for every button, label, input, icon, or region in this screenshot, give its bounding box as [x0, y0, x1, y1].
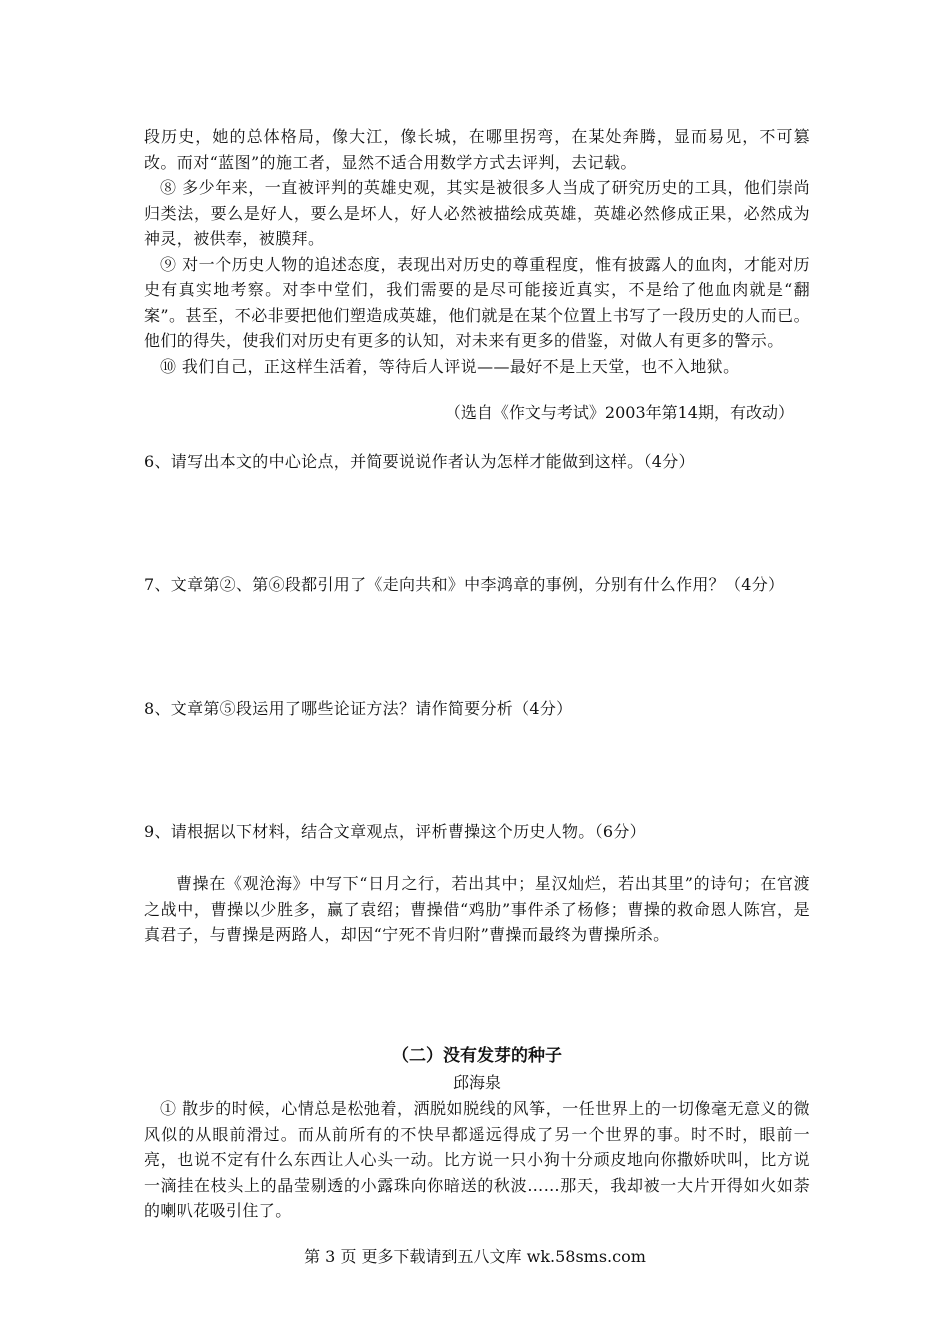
question-8: 8、文章第⑤段运用了哪些论证方法？请作简要分析（4分）: [144, 699, 573, 718]
question-9: 9、请根据以下材料，结合文章观点，评析曹操这个历史人物。（6分）: [144, 822, 646, 841]
paragraph-9: ⑨ 对一个历史人物的追述态度，表现出对历史的尊重程度，惟有披露人的血肉，才能对历史有真实地考察。对李中堂们，我们需要的是尽可能接近真实，不是给了他血肉就是“翻案”。甚至，不必非要把他们塑造成英雄，他们就是在某个位置上书写了一段历史的人而已。他们的得失，使我们对历史有更多的认知，对未来有更多的借鉴，对做人有更多的警示。: [144, 254, 810, 350]
question-7: 7、文章第②、第⑥段都引用了《走向共和》中李鸿章的事例，分别有什么作用？（4分）: [144, 575, 785, 594]
material-text: 曹操在《观沧海》中写下“日月之行，若出其中；星汉灿烂，若出其里”的诗句；在官渡之战中，曹操以少胜多，赢了袁绍；曹操借“鸡肋”事件杀了杨修；曹操的救命恩人陈宫，是真君子，与曹操是两路人，却因“宁死不肯归附”曹操而最终为曹操所杀。: [144, 874, 810, 944]
paragraph-8: ⑧ 多少年来，一直被评判的英雄史观，其实是被很多人当成了研究历史的工具，他们崇尚归类法，要么是好人，要么是坏人，好人必然被描绘成英雄，英雄必然修成正果，必然成为神灵，被供奉，被膜拜。: [144, 178, 810, 248]
passage-one: [144, 124, 810, 379]
paragraph-continued: 段历史，她的总体格局，像大江，像长城，在哪里拐弯，在某处奔腾，显而易见，不可篡改。而对“蓝图”的施工者，显然不适合用数学方式去评判，去记载。: [144, 127, 810, 172]
question-9-material: [144, 871, 810, 948]
page-footer: 第 3 页 更多下载请到五八文库 wk.58sms.com: [304, 1247, 646, 1266]
paragraph-10: ⑩ 我们自己，正这样生活着，等待后人评说——最好不是上天堂，也不入地狱。: [160, 356, 740, 376]
source-citation: （选自《作文与考试》2003年第14期，有改动）: [444, 403, 794, 422]
passage-two-title: （二）没有发芽的种子: [392, 1046, 562, 1066]
passage-two: [144, 1096, 810, 1224]
question-6: 6、请写出本文的中心论点，并简要说说作者认为怎样才能做到这样。（4分）: [144, 452, 695, 471]
passage-two-author: 邱海泉: [452, 1073, 501, 1092]
passage-two-paragraph-1: ① 散步的时候，心情总是松弛着，洒脱如脱线的风筝，一任世界上的一切像毫无意义的微风似的从眼前滑过。而从前所有的不快早都遥远得成了另一个世界的事。时不时，眼前一亮，也说不定有什么东西让人心头一动。比方说一只小狗十分顽皮地向你撒娇吠叫，比方说一滴挂在枝头上的晶莹剔透的小露珠向你暗送的秋波……那天，我却被一大片开得如火如荼的喇叭花吸引住了。: [144, 1099, 810, 1220]
